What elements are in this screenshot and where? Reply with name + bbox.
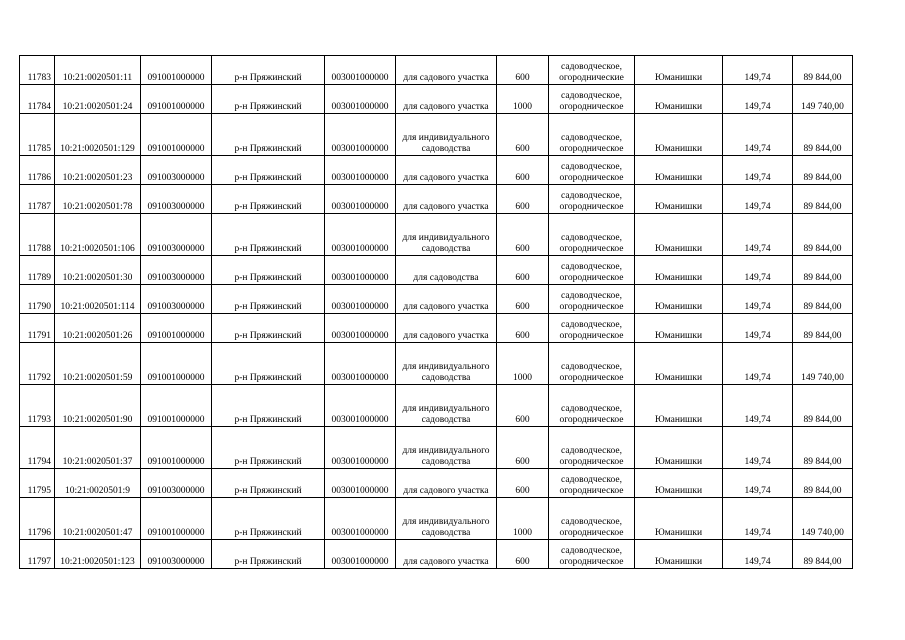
cell-area: 1000 <box>497 498 549 540</box>
cell-locality: Юманишки <box>635 214 723 256</box>
cell-okato-code: 091001000000 <box>141 314 212 343</box>
cell-purpose: для индивидуального садоводства <box>396 385 497 427</box>
cell-area: 600 <box>497 314 549 343</box>
cell-category: садоводческое, огородническое <box>549 185 635 214</box>
cell-rate: 149,74 <box>723 256 793 285</box>
cell-row-number: 11795 <box>20 469 55 498</box>
cell-purpose: для садового участка <box>396 185 497 214</box>
cell-district: р-н Пряжинский <box>212 214 325 256</box>
cell-cadastral-value: 89 844,00 <box>793 469 853 498</box>
cell-locality: Юманишки <box>635 498 723 540</box>
cell-cadastral-number: 10:21:0020501:11 <box>55 56 141 85</box>
cell-okato-code: 091001000000 <box>141 114 212 156</box>
cell-row-number: 11787 <box>20 185 55 214</box>
cell-rate: 149,74 <box>723 540 793 569</box>
cell-okato-code: 091003000000 <box>141 469 212 498</box>
cell-district: р-н Пряжинский <box>212 114 325 156</box>
table-row <box>20 469 853 498</box>
cell-row-number: 11792 <box>20 343 55 385</box>
cell-category: садоводческое, огородническое <box>549 343 635 385</box>
cell-cadastral-value: 89 844,00 <box>793 427 853 469</box>
cell-purpose: для садового участка <box>396 540 497 569</box>
cell-locality: Юманишки <box>635 385 723 427</box>
cell-cadastral-number: 10:21:0020501:78 <box>55 185 141 214</box>
cell-oktmo-code: 003001000000 <box>325 385 396 427</box>
cell-cadastral-number: 10:21:0020501:47 <box>55 498 141 540</box>
cell-locality: Юманишки <box>635 56 723 85</box>
cell-area: 600 <box>497 156 549 185</box>
cell-locality: Юманишки <box>635 285 723 314</box>
cell-oktmo-code: 003001000000 <box>325 256 396 285</box>
table-row <box>20 285 853 314</box>
cell-category: садоводческое, огородническое <box>549 114 635 156</box>
cell-row-number: 11786 <box>20 156 55 185</box>
cell-row-number: 11793 <box>20 385 55 427</box>
cell-oktmo-code: 003001000000 <box>325 114 396 156</box>
cell-area: 600 <box>497 385 549 427</box>
cell-category: садоводческое, огороднические <box>549 56 635 85</box>
cell-category: садоводческое, огородническое <box>549 427 635 469</box>
cell-cadastral-number: 10:21:0020501:123 <box>55 540 141 569</box>
cell-cadastral-value: 89 844,00 <box>793 114 853 156</box>
cell-rate: 149,74 <box>723 114 793 156</box>
cell-area: 600 <box>497 540 549 569</box>
cell-row-number: 11785 <box>20 114 55 156</box>
cell-okato-code: 091001000000 <box>141 343 212 385</box>
cell-purpose: для индивидуального садоводства <box>396 343 497 385</box>
cell-oktmo-code: 003001000000 <box>325 427 396 469</box>
cell-cadastral-number: 10:21:0020501:26 <box>55 314 141 343</box>
table-row <box>20 185 853 214</box>
cell-oktmo-code: 003001000000 <box>325 343 396 385</box>
cell-oktmo-code: 003001000000 <box>325 314 396 343</box>
cell-category: садоводческое, огородническое <box>549 385 635 427</box>
cell-cadastral-value: 149 740,00 <box>793 343 853 385</box>
cell-row-number: 11790 <box>20 285 55 314</box>
cell-rate: 149,74 <box>723 427 793 469</box>
cell-category: садоводческое, огородническое <box>549 285 635 314</box>
cell-rate: 149,74 <box>723 56 793 85</box>
cell-purpose: для садового участка <box>396 314 497 343</box>
table-row <box>20 343 853 385</box>
cell-cadastral-value: 89 844,00 <box>793 285 853 314</box>
cell-okato-code: 091003000000 <box>141 285 212 314</box>
cell-oktmo-code: 003001000000 <box>325 156 396 185</box>
cell-area: 600 <box>497 114 549 156</box>
cell-district: р-н Пряжинский <box>212 56 325 85</box>
cell-locality: Юманишки <box>635 256 723 285</box>
cell-locality: Юманишки <box>635 469 723 498</box>
cell-okato-code: 091003000000 <box>141 214 212 256</box>
cell-cadastral-value: 89 844,00 <box>793 314 853 343</box>
cell-row-number: 11784 <box>20 85 55 114</box>
cell-cadastral-number: 10:21:0020501:129 <box>55 114 141 156</box>
cell-district: р-н Пряжинский <box>212 427 325 469</box>
cell-purpose: для садового участка <box>396 156 497 185</box>
cell-locality: Юманишки <box>635 85 723 114</box>
cell-cadastral-value: 89 844,00 <box>793 385 853 427</box>
cell-purpose: для садового участка <box>396 285 497 314</box>
cell-purpose: для садового участка <box>396 85 497 114</box>
cell-district: р-н Пряжинский <box>212 469 325 498</box>
cell-purpose: для садового участка <box>396 469 497 498</box>
cell-district: р-н Пряжинский <box>212 314 325 343</box>
cell-cadastral-number: 10:21:0020501:114 <box>55 285 141 314</box>
table-row <box>20 214 853 256</box>
cell-district: р-н Пряжинский <box>212 156 325 185</box>
cell-cadastral-value: 89 844,00 <box>793 56 853 85</box>
cell-district: р-н Пряжинский <box>212 540 325 569</box>
cell-okato-code: 091003000000 <box>141 256 212 285</box>
table-row <box>20 56 853 85</box>
cell-oktmo-code: 003001000000 <box>325 469 396 498</box>
table-row <box>20 85 853 114</box>
cell-row-number: 11791 <box>20 314 55 343</box>
cell-category: садоводческое, огородническое <box>549 469 635 498</box>
cell-row-number: 11783 <box>20 56 55 85</box>
table-row <box>20 156 853 185</box>
cell-okato-code: 091003000000 <box>141 540 212 569</box>
cell-rate: 149,74 <box>723 185 793 214</box>
cell-rate: 149,74 <box>723 343 793 385</box>
cell-rate: 149,74 <box>723 214 793 256</box>
cell-okato-code: 091001000000 <box>141 85 212 114</box>
cell-rate: 149,74 <box>723 385 793 427</box>
cell-cadastral-number: 10:21:0020501:90 <box>55 385 141 427</box>
cell-purpose: для садоводства <box>396 256 497 285</box>
cell-cadastral-value: 89 844,00 <box>793 185 853 214</box>
cell-locality: Юманишки <box>635 156 723 185</box>
cell-area: 600 <box>497 256 549 285</box>
cell-row-number: 11794 <box>20 427 55 469</box>
table-row <box>20 498 853 540</box>
cell-purpose: для индивидуального садоводства <box>396 114 497 156</box>
cell-cadastral-number: 10:21:0020501:106 <box>55 214 141 256</box>
cell-cadastral-value: 149 740,00 <box>793 498 853 540</box>
cell-okato-code: 091001000000 <box>141 56 212 85</box>
cell-cadastral-value: 89 844,00 <box>793 540 853 569</box>
cell-area: 600 <box>497 185 549 214</box>
cell-category: садоводческое, огородническое <box>549 85 635 114</box>
cell-rate: 149,74 <box>723 314 793 343</box>
table-row <box>20 314 853 343</box>
cell-category: садоводческое, огородническое <box>549 540 635 569</box>
cell-oktmo-code: 003001000000 <box>325 285 396 314</box>
cell-rate: 149,74 <box>723 85 793 114</box>
table-row <box>20 540 853 569</box>
cell-purpose: для садового участка <box>396 56 497 85</box>
cell-rate: 149,74 <box>723 498 793 540</box>
cell-locality: Юманишки <box>635 314 723 343</box>
cell-district: р-н Пряжинский <box>212 385 325 427</box>
cell-district: р-н Пряжинский <box>212 343 325 385</box>
cell-purpose: для индивидуального садоводства <box>396 498 497 540</box>
cell-purpose: для индивидуального садоводства <box>396 214 497 256</box>
cell-oktmo-code: 003001000000 <box>325 214 396 256</box>
cell-category: садоводческое, огородническое <box>549 156 635 185</box>
cell-district: р-н Пряжинский <box>212 285 325 314</box>
table-row <box>20 114 853 156</box>
cell-okato-code: 091001000000 <box>141 385 212 427</box>
cell-row-number: 11796 <box>20 498 55 540</box>
cell-district: р-н Пряжинский <box>212 256 325 285</box>
cell-cadastral-number: 10:21:0020501:37 <box>55 427 141 469</box>
table-row <box>20 385 853 427</box>
cell-locality: Юманишки <box>635 343 723 385</box>
table-body <box>20 56 853 569</box>
cell-oktmo-code: 003001000000 <box>325 540 396 569</box>
cell-area: 600 <box>497 469 549 498</box>
cell-locality: Юманишки <box>635 427 723 469</box>
cell-locality: Юманишки <box>635 540 723 569</box>
cell-cadastral-value: 149 740,00 <box>793 85 853 114</box>
cell-rate: 149,74 <box>723 156 793 185</box>
cell-cadastral-number: 10:21:0020501:9 <box>55 469 141 498</box>
cell-okato-code: 091001000000 <box>141 498 212 540</box>
land-registry-table <box>19 55 853 569</box>
cell-locality: Юманишки <box>635 114 723 156</box>
cell-rate: 149,74 <box>723 469 793 498</box>
cell-area: 1000 <box>497 343 549 385</box>
cell-category: садоводческое, огородническое <box>549 214 635 256</box>
cell-area: 600 <box>497 56 549 85</box>
cell-oktmo-code: 003001000000 <box>325 498 396 540</box>
table-row <box>20 256 853 285</box>
cell-district: р-н Пряжинский <box>212 85 325 114</box>
cell-locality: Юманишки <box>635 185 723 214</box>
cell-okato-code: 091001000000 <box>141 427 212 469</box>
cell-okato-code: 091003000000 <box>141 156 212 185</box>
table-row <box>20 427 853 469</box>
cell-cadastral-value: 89 844,00 <box>793 256 853 285</box>
cell-purpose: для индивидуального садоводства <box>396 427 497 469</box>
cell-okato-code: 091003000000 <box>141 185 212 214</box>
cell-cadastral-number: 10:21:0020501:30 <box>55 256 141 285</box>
cell-cadastral-value: 89 844,00 <box>793 214 853 256</box>
cell-area: 600 <box>497 285 549 314</box>
cell-rate: 149,74 <box>723 285 793 314</box>
cell-category: садоводческое, огородническое <box>549 498 635 540</box>
cell-row-number: 11797 <box>20 540 55 569</box>
cell-row-number: 11789 <box>20 256 55 285</box>
cell-oktmo-code: 003001000000 <box>325 56 396 85</box>
cell-cadastral-number: 10:21:0020501:59 <box>55 343 141 385</box>
cell-row-number: 11788 <box>20 214 55 256</box>
cell-district: р-н Пряжинский <box>212 498 325 540</box>
cell-area: 600 <box>497 427 549 469</box>
cell-area: 600 <box>497 214 549 256</box>
cell-oktmo-code: 003001000000 <box>325 185 396 214</box>
cell-cadastral-number: 10:21:0020501:23 <box>55 156 141 185</box>
cell-cadastral-value: 89 844,00 <box>793 156 853 185</box>
cell-category: садоводческое, огородническое <box>549 314 635 343</box>
cell-area: 1000 <box>497 85 549 114</box>
cell-cadastral-number: 10:21:0020501:24 <box>55 85 141 114</box>
cell-category: садоводческое, огородническое <box>549 256 635 285</box>
cell-oktmo-code: 003001000000 <box>325 85 396 114</box>
cell-district: р-н Пряжинский <box>212 185 325 214</box>
